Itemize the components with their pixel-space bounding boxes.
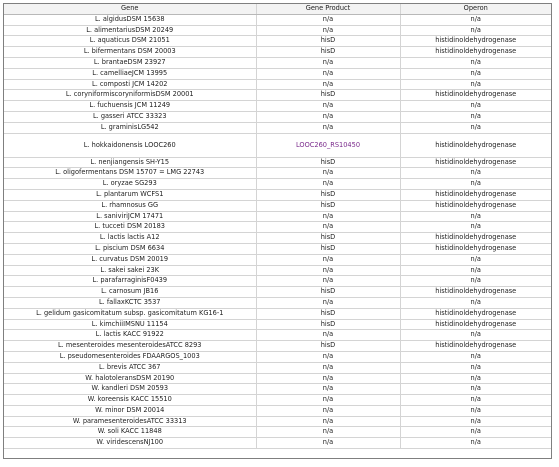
gene-product-cell[interactable]: hisD	[256, 189, 400, 200]
operon-cell[interactable]: histidinoldehydrogenase	[400, 308, 551, 319]
operon-cell[interactable]: n/a	[400, 179, 551, 190]
gene-product-cell[interactable]: n/a	[256, 79, 400, 90]
header-gene[interactable]: Gene	[4, 4, 256, 14]
table-row	[4, 101, 551, 112]
table-row	[4, 68, 551, 79]
gene-product-cell[interactable]: hisD	[256, 200, 400, 211]
header-gene-product[interactable]: Gene Product	[256, 4, 400, 14]
table-row	[4, 189, 551, 200]
gene-product-cell[interactable]: n/a	[256, 222, 400, 233]
operon-cell[interactable]: n/a	[400, 362, 551, 373]
table-row	[4, 297, 551, 308]
gene-cell[interactable]: L. plantarum WCFS1	[4, 189, 256, 200]
gene-cell[interactable]: L. fallaxKCTC 3537	[4, 297, 256, 308]
gene-cell[interactable]: L. composti JCM 14202	[4, 79, 256, 90]
table-row	[4, 373, 551, 384]
gene-cell[interactable]: L. rhamnosus GG	[4, 200, 256, 211]
gene-product-cell[interactable]: n/a	[256, 395, 400, 406]
gene-cell[interactable]: L. oligofermentans DSM 15707 = LMG 22743	[4, 168, 256, 179]
gene-product-cell[interactable]: n/a	[256, 254, 400, 265]
gene-cell[interactable]: L. gasseri ATCC 33323	[4, 111, 256, 122]
operon-cell[interactable]: n/a	[400, 276, 551, 287]
gene-cell[interactable]: L. saniviriJCM 17471	[4, 211, 256, 222]
table-row	[4, 405, 551, 416]
operon-cell[interactable]: histidinoldehydrogenase	[400, 319, 551, 330]
gene-cell[interactable]: L. camelliaeJCM 13995	[4, 68, 256, 79]
operon-cell[interactable]: n/a	[400, 395, 551, 406]
gene-product-cell[interactable]: n/a	[256, 168, 400, 179]
operon-cell[interactable]: histidinoldehydrogenase	[400, 243, 551, 254]
header-operon[interactable]: Operon	[400, 4, 551, 14]
gene-product-cell[interactable]: n/a	[256, 179, 400, 190]
gene-product-cell[interactable]: n/a	[256, 373, 400, 384]
operon-cell[interactable]: n/a	[400, 111, 551, 122]
operon-cell[interactable]: n/a	[400, 373, 551, 384]
operon-cell[interactable]: n/a	[400, 254, 551, 265]
gene-cell[interactable]: L. bifermentans DSM 20003	[4, 47, 256, 58]
gene-product-cell[interactable]: n/a	[256, 362, 400, 373]
gene-product-cell[interactable]: hisD	[256, 157, 400, 168]
operon-cell[interactable]: n/a	[400, 122, 551, 133]
operon-cell[interactable]: n/a	[400, 57, 551, 68]
gene-cell[interactable]: L. carnosum JB16	[4, 287, 256, 298]
gene-product-cell[interactable]: n/a	[256, 276, 400, 287]
gene-product-cell[interactable]: hisD	[256, 341, 400, 352]
gene-cell[interactable]: W. paramesenteroidesATCC 33313	[4, 416, 256, 427]
operon-cell[interactable]: n/a	[400, 168, 551, 179]
operon-cell[interactable]: histidinoldehydrogenase	[400, 90, 551, 101]
table-row	[4, 395, 551, 406]
table-row	[4, 254, 551, 265]
gene-cell[interactable]: W. soli KACC 11848	[4, 427, 256, 438]
table-row	[4, 25, 551, 36]
table-row	[4, 384, 551, 395]
header-row	[4, 4, 551, 14]
table-row	[4, 243, 551, 254]
operon-cell[interactable]: histidinoldehydrogenase	[400, 157, 551, 168]
operon-cell[interactable]: n/a	[400, 351, 551, 362]
gene-cell[interactable]: L. pseudomesenteroides FDAARGOS_1003	[4, 351, 256, 362]
gene-cell[interactable]: L. coryniformiscoryniformisDSM 20001	[4, 90, 256, 101]
gene-product-cell[interactable]: hisD	[256, 36, 400, 47]
table-row	[4, 36, 551, 47]
operon-cell[interactable]: n/a	[400, 297, 551, 308]
operon-cell[interactable]: n/a	[400, 14, 551, 25]
operon-cell[interactable]: histidinoldehydrogenase	[400, 47, 551, 58]
table-row	[4, 111, 551, 122]
table-row	[4, 14, 551, 25]
gene-product-cell[interactable]: n/a	[256, 438, 400, 449]
gene-product-cell[interactable]: n/a	[256, 416, 400, 427]
gene-product-cell[interactable]: n/a	[256, 101, 400, 112]
gene-product-cell[interactable]: n/a	[256, 297, 400, 308]
operon-cell[interactable]: n/a	[400, 68, 551, 79]
table-row	[4, 90, 551, 101]
gene-product-cell[interactable]: n/a	[256, 265, 400, 276]
gene-product-cell[interactable]: hisD	[256, 233, 400, 244]
gene-product-cell[interactable]: LOOC260_RS10450	[256, 133, 400, 157]
table-row	[4, 133, 551, 157]
operon-cell[interactable]: histidinoldehydrogenase	[400, 133, 551, 157]
gene-product-cell[interactable]: hisD	[256, 90, 400, 101]
gene-table	[4, 4, 551, 449]
operon-cell[interactable]: n/a	[400, 265, 551, 276]
gene-cell[interactable]: L. nenjiangensis SH-Y15	[4, 157, 256, 168]
operon-cell[interactable]: n/a	[400, 438, 551, 449]
table-row	[4, 351, 551, 362]
operon-cell[interactable]: n/a	[400, 222, 551, 233]
gene-cell[interactable]: L. piscium DSM 6634	[4, 243, 256, 254]
operon-cell[interactable]: n/a	[400, 330, 551, 341]
table-row	[4, 362, 551, 373]
gene-product-cell[interactable]: n/a	[256, 405, 400, 416]
operon-cell[interactable]: n/a	[400, 416, 551, 427]
gene-product-cell[interactable]: n/a	[256, 111, 400, 122]
gene-product-cell[interactable]: n/a	[256, 68, 400, 79]
gene-cell[interactable]: W. halotoleransDSM 20190	[4, 373, 256, 384]
gene-cell[interactable]: L. parafarraginisF0439	[4, 276, 256, 287]
operon-cell[interactable]: n/a	[400, 384, 551, 395]
table-row	[4, 211, 551, 222]
gene-cell[interactable]: L. alimentariusDSM 20249	[4, 25, 256, 36]
operon-cell[interactable]: n/a	[400, 405, 551, 416]
gene-product-cell[interactable]: hisD	[256, 287, 400, 298]
table-row	[4, 47, 551, 58]
gene-product-cell[interactable]: n/a	[256, 122, 400, 133]
table-row	[4, 308, 551, 319]
gene-product-cell[interactable]: n/a	[256, 57, 400, 68]
gene-cell[interactable]: L. fuchuensis JCM 11249	[4, 101, 256, 112]
gene-cell[interactable]: W. kandleri DSM 20593	[4, 384, 256, 395]
gene-product-cell[interactable]: hisD	[256, 308, 400, 319]
table-row	[4, 427, 551, 438]
operon-cell[interactable]: histidinoldehydrogenase	[400, 189, 551, 200]
table-row	[4, 438, 551, 449]
operon-cell[interactable]: histidinoldehydrogenase	[400, 233, 551, 244]
spreadsheet-table-frame	[3, 3, 552, 459]
operon-cell[interactable]: histidinoldehydrogenase	[400, 36, 551, 47]
table-row	[4, 233, 551, 244]
gene-cell[interactable]: L. lactis lactis A12	[4, 233, 256, 244]
table-row	[4, 416, 551, 427]
gene-cell[interactable]: W. minor DSM 20014	[4, 405, 256, 416]
operon-cell[interactable]: n/a	[400, 211, 551, 222]
table-row	[4, 222, 551, 233]
table-row	[4, 200, 551, 211]
gene-cell[interactable]: L. gelidum gasicomitatum subsp. gasicomitatum KG16-1	[4, 308, 256, 319]
operon-cell[interactable]: n/a	[400, 427, 551, 438]
gene-cell[interactable]: W. viridescensNJ100	[4, 438, 256, 449]
gene-cell[interactable]: L. oryzae SG293	[4, 179, 256, 190]
table-row	[4, 319, 551, 330]
gene-cell[interactable]: L. sakei sakei 23K	[4, 265, 256, 276]
gene-product-cell[interactable]: n/a	[256, 351, 400, 362]
operon-cell[interactable]: n/a	[400, 79, 551, 90]
table-row	[4, 276, 551, 287]
operon-cell[interactable]: histidinoldehydrogenase	[400, 200, 551, 211]
operon-cell[interactable]: histidinoldehydrogenase	[400, 341, 551, 352]
gene-product-cell[interactable]: n/a	[256, 25, 400, 36]
operon-cell[interactable]: n/a	[400, 25, 551, 36]
table-row	[4, 168, 551, 179]
table-row	[4, 157, 551, 168]
operon-cell[interactable]: histidinoldehydrogenase	[400, 287, 551, 298]
gene-product-cell[interactable]: n/a	[256, 211, 400, 222]
table-row	[4, 79, 551, 90]
gene-product-cell[interactable]: hisD	[256, 47, 400, 58]
gene-cell[interactable]: L. curvatus DSM 20019	[4, 254, 256, 265]
gene-cell[interactable]: L. tucceti DSM 20183	[4, 222, 256, 233]
gene-cell[interactable]: L. algidusDSM 15638	[4, 14, 256, 25]
gene-cell[interactable]: L. mesenteroides mesenteroidesATCC 8293	[4, 341, 256, 352]
gene-product-cell[interactable]: hisD	[256, 243, 400, 254]
gene-product-cell[interactable]: n/a	[256, 330, 400, 341]
table-row	[4, 287, 551, 298]
table-row	[4, 179, 551, 190]
gene-cell[interactable]: L. kimchiiIMSNU 11154	[4, 319, 256, 330]
gene-cell[interactable]: L. brantaeDSM 23927	[4, 57, 256, 68]
gene-product-cell[interactable]: n/a	[256, 427, 400, 438]
gene-cell[interactable]: L. lactis KACC 91922	[4, 330, 256, 341]
table-body	[4, 14, 551, 448]
gene-cell[interactable]: W. koreensis KACC 15510	[4, 395, 256, 406]
table-row	[4, 341, 551, 352]
operon-cell[interactable]: n/a	[400, 101, 551, 112]
gene-cell[interactable]: L. hokkaidonensis LOOC260	[4, 133, 256, 157]
table-row	[4, 122, 551, 133]
table-row	[4, 57, 551, 68]
gene-product-cell[interactable]: hisD	[256, 319, 400, 330]
table-row	[4, 330, 551, 341]
gene-product-cell[interactable]: n/a	[256, 14, 400, 25]
gene-cell[interactable]: L. graminisLG542	[4, 122, 256, 133]
gene-product-cell[interactable]: n/a	[256, 384, 400, 395]
table-row	[4, 265, 551, 276]
gene-cell[interactable]: L. brevis ATCC 367	[4, 362, 256, 373]
gene-cell[interactable]: L. aquaticus DSM 21051	[4, 36, 256, 47]
